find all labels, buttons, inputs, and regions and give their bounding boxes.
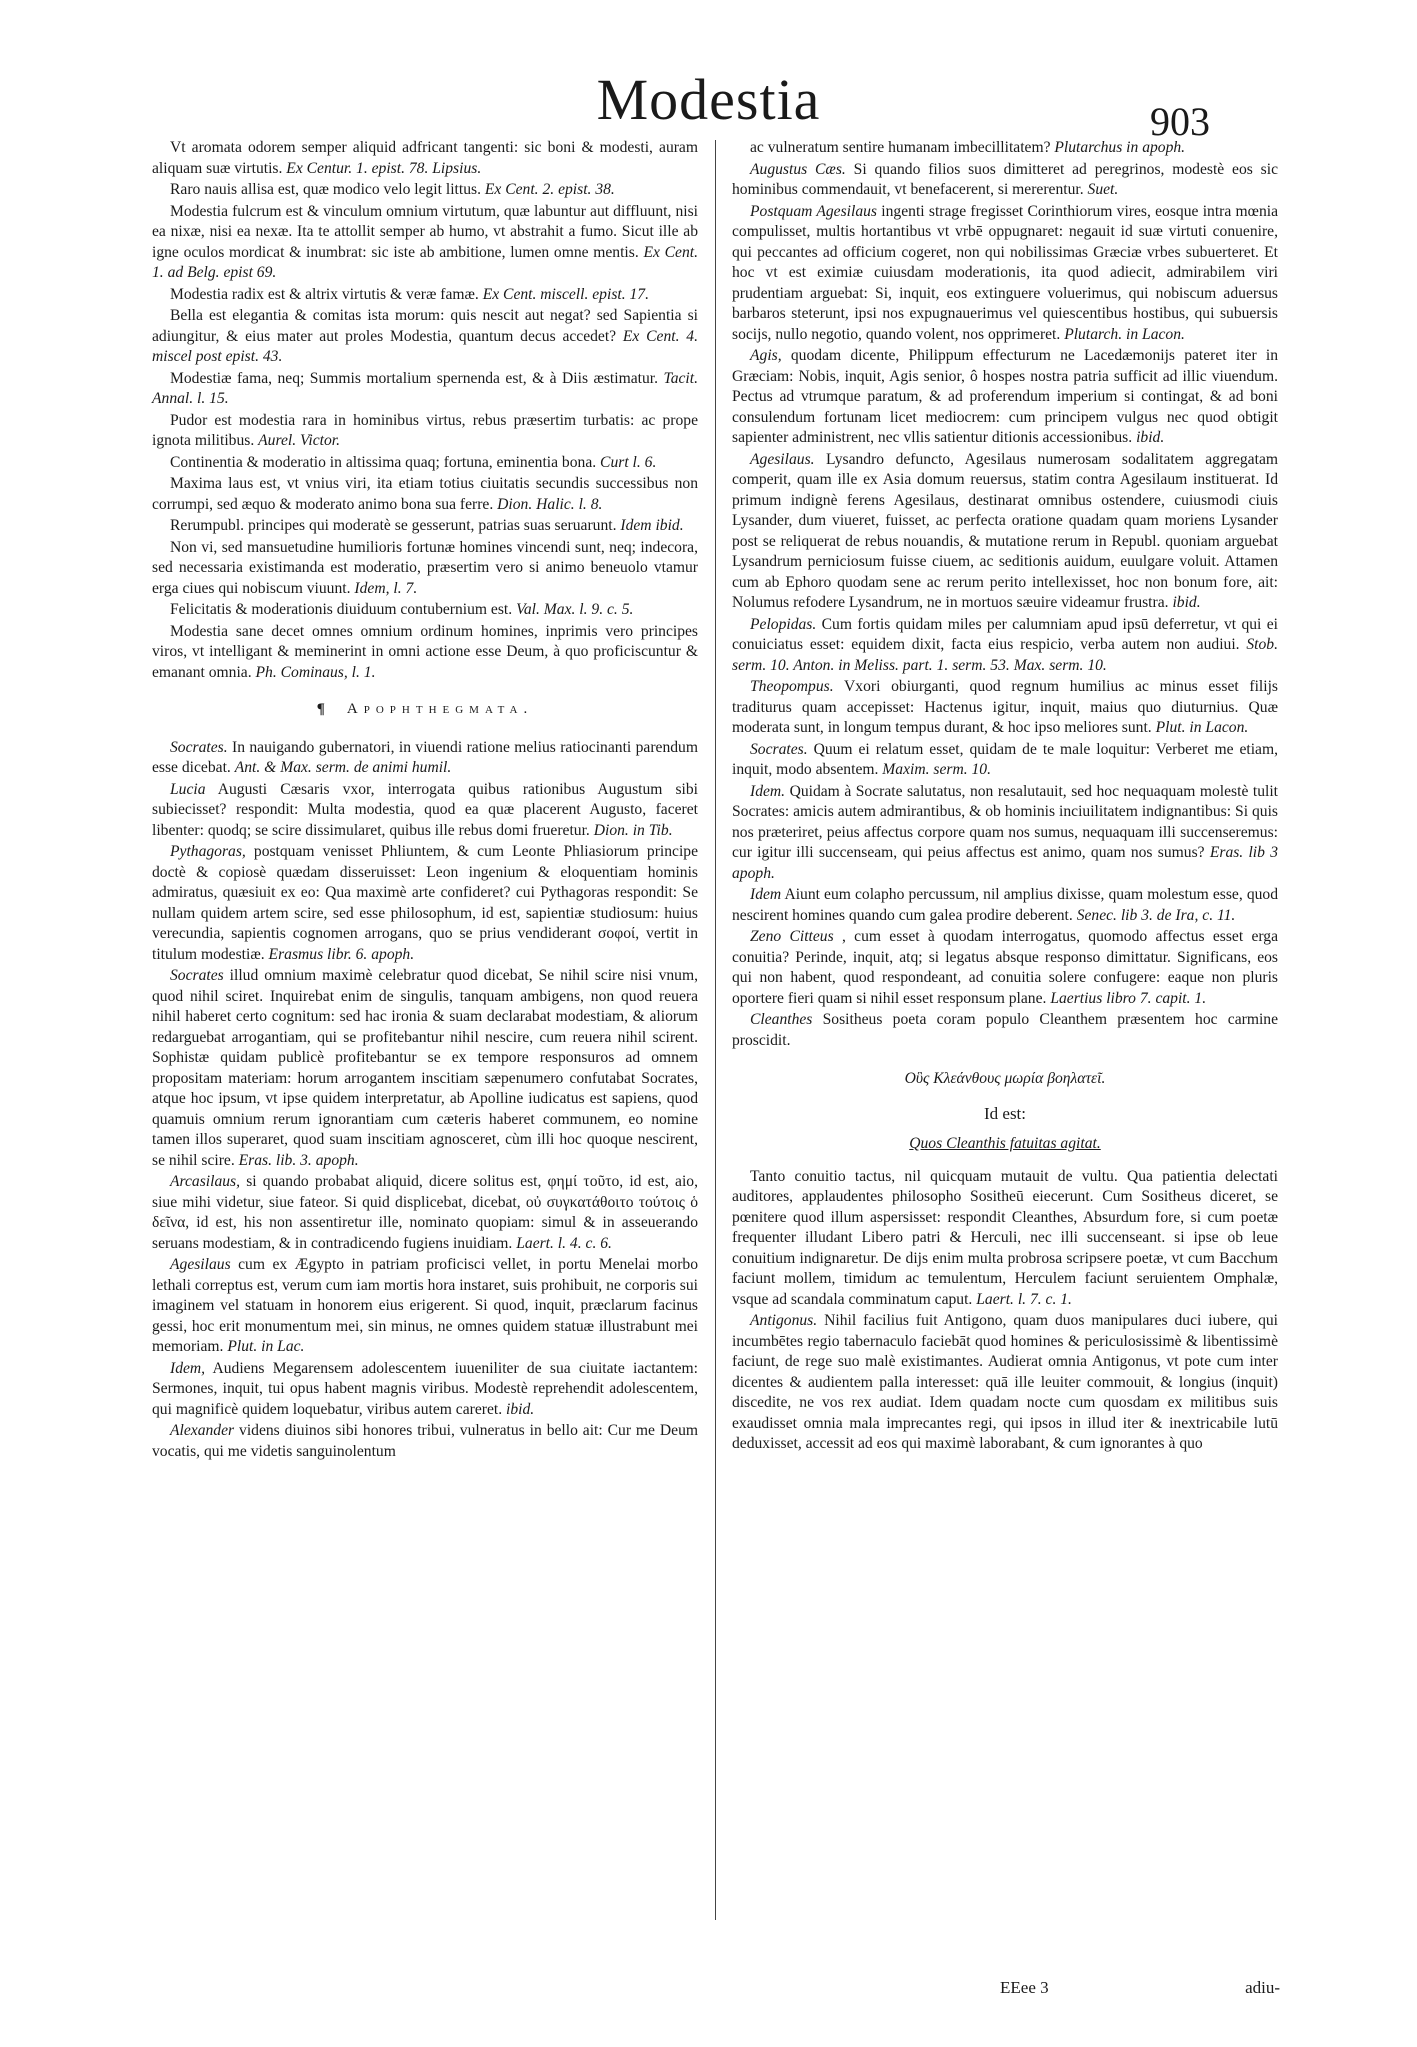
paragraph-text: ac vulneratum sentire humanam imbecillitatem? [750, 139, 1051, 156]
paragraph-lead: Alexander [170, 1422, 235, 1439]
citation: Erasmus libr. 6. apoph. [268, 945, 415, 963]
paragraph [152, 1172, 698, 1254]
paragraph [732, 346, 1278, 449]
paragraph [152, 516, 698, 537]
paragraph-lead: Socrates. [170, 738, 228, 756]
citation: Plutarchus in apoph. [1054, 139, 1186, 156]
paragraph-lead: Postquam Agesilaus [750, 202, 878, 220]
paragraph-text: Quidam à Socrate salutatus, non resalutauit, sed hoc nequaquam molestè tulit Socrates: amicis autem admirantibus, & ob hominis inciuilitatem indignantibus: Si quis nos præteriret, peius affectus corpore quam nos sumus, nequaquam illi succenseremus: cur igitur illi succenseam, qui peius affectus est animo, quam nos sumus? [732, 782, 1278, 861]
paragraph-text: Si quando filios suos dimitteret ad peregrinos, modestè eos sic hominibus commendauit, vt benefacerent, si mererentur. [732, 160, 1278, 198]
paragraph [732, 927, 1278, 1009]
paragraph-text: Audiens Megarensem adolescentem iuueniliter de sua ciuitate iactantem: Sermones, inquit, tui opus habent magnis viribus. Modestè reprehendit adolescentem, qui magnificè quidem loquebatur, viribus autem careret. [152, 1359, 698, 1418]
paragraph-text: Continentia & moderatio in altissima quaq; fortuna, eminentia bona. [170, 453, 597, 471]
paragraph-text: si quando probabat aliquid, dicere solitus est, φημί τοῦτο, id est, aio, siue mihi videtur, siue fateor. Si quid displicebat, dicebat, οὐ συγκατάθοιτο τούτοις ὁ δεῖνα, id est, his non assentiretur ille, nominato quopiam: simul & in asseuerando seruans modestiam, & in contradicendo fugiens inuidiam. [152, 1173, 698, 1252]
citation: Suet. [1087, 181, 1119, 198]
paragraph-lead: Agesilaus [170, 1256, 231, 1273]
paragraph-lead: Cleanthes [750, 1011, 813, 1028]
paragraph [732, 677, 1278, 739]
paragraph-lead: Theopompus. [750, 678, 834, 695]
paragraph [732, 1311, 1278, 1455]
paragraph-lead: Lucia [170, 780, 206, 798]
paragraph-lead: Pelopidas. [750, 615, 817, 633]
page-footer [1000, 1978, 1280, 1998]
paragraph-text: videns diuinos sibi honores tribui, vulneratus in bello ait: Cur me Deum vocatis, qui me videtis sanguinolentum [152, 1422, 698, 1460]
citation: Senec. lib 3. de Ira, c. 11. [1076, 906, 1236, 924]
citation: Aurel. Victor. [258, 432, 340, 449]
paragraph [152, 1421, 698, 1462]
paragraph [152, 138, 698, 179]
citation: Idem, l. 7. [354, 579, 418, 597]
citation: Ex Cent. miscell. epist. 17. [482, 285, 650, 303]
paragraph-text: In nauigando gubernatori, in viuendi ratione melius ratiocinanti parendum esse dicebat. [152, 738, 698, 776]
paragraph-text: Maxima laus est, vt vnius viri, ita etiam totius ciuitatis secundis successibus non corrumpi, sed æquo & moderato animo bona sua ferre. [152, 475, 698, 513]
running-title: Modestia [596, 67, 821, 132]
citation: Laertius libro 7. capit. 1. [1050, 989, 1207, 1007]
citation: Plut. in Lacon. [1155, 719, 1249, 736]
paragraph [732, 782, 1278, 885]
citation: Maxim. serm. 10. [882, 761, 992, 778]
paragraph-lead: Idem, [170, 1359, 206, 1377]
paragraph-text: Modestia sane decet omnes omnium ordinum homines, inprimis vero principes viros, vt intelligant & meminerint in omni actione esse Deum, à quo proficiscuntur & emanant omnia. [152, 622, 698, 681]
citation: Ex Cent. 1. ad Belg. epist 69. [152, 243, 699, 281]
citation: Val. Max. l. 9. c. 5. [516, 601, 634, 618]
paragraph [732, 1167, 1278, 1311]
paragraph-text: illud omnium maximè celebratur quod dicebat, Se nihil scire nisi vnum, quod nihil sciret. Inquirebat enim de singulis, tanquam ambigens, non quod reuera nihil haberet certo cognitum: sed hac ironia & suam declarabat modestiam, & aliorum redarguebat arrogantiam, qui se profitebantur nihil nescire, cum reuera nihil scirent. Sophistæ quidam publicè profitebantur se ex tempore responsuros ad omnem propositam materiam: horum arrogantem inscitiam sæpenumero confutabat Socrates, atque hoc ipsum, vt ipse quidem interpretatur, ab Apolline iudicatus est sapiens, quod quamuis omnium rerum ignorantiam cum cæteris haberet communem, eo nomine tamen illos superaret, quod suam inscitiam agnosceret, cùm illi hoc quoque nescirent, se nihil scire. [152, 967, 698, 1169]
paragraph [152, 780, 698, 842]
paragraph [152, 285, 698, 306]
citation: Laert. l. 4. c. 6. [516, 1234, 612, 1252]
paragraph-lead: Antigonus. [750, 1312, 818, 1329]
section-heading-text: Apophthegmata. [346, 701, 534, 717]
page-number: 903 [1150, 99, 1210, 144]
paragraph-lead: Idem [750, 886, 782, 903]
citation: Tacit. Annal. l. 15. [152, 369, 698, 407]
idest-label: Id est: [983, 1103, 1027, 1123]
right-column [732, 138, 1278, 1456]
paragraph [732, 885, 1278, 926]
paragraph [152, 600, 698, 621]
paragraph-text: Cum fortis quidam miles per calumniam apud ipsū deferretur, vt qui ei conuiciatus esset: equidem dixit, facta eius respicio, verba autem non audiui. [732, 615, 1278, 653]
citation: ibid. [1136, 429, 1165, 446]
paragraph-text: Modestiæ fama, neq; Summis mortalium spernenda est, & à Diis æstimatur. [170, 369, 659, 387]
paragraph [152, 738, 698, 779]
citation: Curt l. 6. [600, 453, 657, 471]
paragraph-text: Sositheus poeta coram populo Cleanthem præsentem hoc carmine proscidit. [732, 1011, 1278, 1049]
paragraph-lead: Socrates [170, 967, 224, 984]
paragraph-lead: Agesilaus. [750, 450, 815, 468]
pilcrow-mark: ¶ [316, 701, 331, 717]
paragraph [152, 474, 698, 515]
paragraph-text: Aiunt eum colapho percussum, nil amplius dixisse, quam molestum esse, quod nescirent homines quando cum galea prodire deberent. [732, 886, 1279, 924]
citation: Laert. l. 7. c. 1. [976, 1290, 1072, 1308]
paragraph-text: Non vi, sed mansuetudine humilioris fortunæ homines vincendi sunt, neq; indecora, sed necessaria existimanda est moderatio, præsertim vero si animo beneuolo vtamur erga ciues qui nobiscum viuunt. [152, 538, 698, 597]
paragraph [732, 1010, 1278, 1051]
paragraph-text: , cum esset à quodam interrogatus, quomodo affectus esset erga conuitia? Perinde, inquit, atq; si legatus absque responso dimittatur. Significans, eos qui non habent, quod respondeant, ad conuitia solere confugere: eaque non pluris oportere fieri quam si nihil esset responsum plane. [732, 928, 1278, 1007]
paragraph [152, 202, 698, 284]
citation: Ant. & Max. serm. de animi humil. [234, 759, 452, 776]
paragraph-text: Augusti Cæsaris vxor, interrogata quibus rationibus Augustum sibi subiecisset? respondit: Multa modestia, quod ea quæ placerent Augusto, faceret libenter: quodq; se scire dissimularet, quibus ille rebus domi frueretur. [152, 780, 698, 839]
citation: Ex Cent. 4. miscel post epist. 43. [152, 327, 698, 365]
citation: Dion. in Tib. [593, 821, 673, 839]
paragraph [732, 202, 1278, 346]
paragraph-text: Bella est elegantia & comitas ista morum: quis nescit aut negat? sed Sapientia si adiungitur, & eius mater aut proles Modestia, quantum decus accedet? [152, 307, 698, 345]
citation: Ph. Cominaus, l. 1. [255, 663, 376, 681]
paragraph-text: Modestia radix est & altrix virtutis & veræ famæ. [170, 285, 479, 303]
paragraph-lead: Agis, [750, 347, 782, 364]
greek-verse: Οὓς Κλεάνθους μωρία βοηλατεῖ. [904, 1070, 1106, 1087]
citation: Ex Centur. 1. epist. 78. Lipsius. [286, 159, 482, 177]
citation: Eras. lib. 3. apoph. [238, 1151, 359, 1169]
paragraph-text: Vxori obiurganti, quod regnum humilius ac minus esset filijs traditurus quam accepisset: Hactenus igitur, inquit, maius quo diuturnius. Quæ moderata sunt, in longum tempus durant, & hoc ipso meliores sunt. [732, 678, 1278, 736]
paragraph-text: Rerumpubl. principes qui moderatè se gesserunt, patrias suas seruarunt. [170, 517, 617, 534]
paragraph-text: Vt aromata odorem semper aliquid adfricant tangenti: sic boni & modesti, auram aliquam suæ virtutis. [152, 139, 698, 177]
citation: Plutarch. in Lacon. [1064, 325, 1185, 343]
paragraph-text: ingenti strage fregisset Corinthiorum vires, eosque intra mœnia compulisset, multis hortantibus vt vrbē oppugnaret: negauit id suæ virtuti conuenire, qui peccantes ad officium cogeret, non qui nobilissimas Græciæ vrbes subuerteret. Et hoc vt est eximiæ cuiusdam moderationis, ita quod adiecit, admirabilem viri prudentiam arguebat: Si, inquit, eos extinguere voluerimus, qui nobiscum aduersus barbaros steterunt, ipsi nos expugnauerimus vel quiescentibus hostibus, qui subuersis socijs, nullo negotio, quando volent, nos opprimeret. [732, 202, 1278, 343]
paragraph-lead: Zeno Citteus [750, 928, 834, 945]
citation: Stob. serm. 10. Anton. in Meliss. part. 1. serm. 53. Max. serm. 10. [732, 636, 1278, 674]
paragraph [152, 842, 698, 965]
citation: Idem ibid. [620, 517, 684, 534]
paragraph [732, 615, 1278, 677]
latin-verse: Quos Cleanthis fatuitas agitat. [909, 1135, 1101, 1152]
paragraph-text: Lysandro defuncto, Agesilaus numerosam sodalitatem aggregatam comperit, quam ille ex Asia domum reuersus, statim contra Agesilaum instituerat. Id primum indignè ferens Agesilaus, destinarat omnibus ostendere, cuiusmodi ciuis Lysander, dum viueret, fuisset, ac perfecta oratione quadam quam moriens Lysander post se reliquerat de rebus nouandis, & mutatione rerum in Republ. quoniam arguebat Lysandrum perniciosum fuisse ciuem, ac seditionis auidum, euulgare voluit. Attamen cum ab Ephoro quodam sene ac rerum perito intellexisset, hoc non bonum fore, ait: Nolumus refodere Lysandrum, ne in mortuos sæuire videamur frustra. [732, 450, 1278, 611]
paragraph [732, 160, 1278, 201]
paragraph-text: Felicitatis & moderationis diuiduum contubernium est. [170, 601, 513, 618]
paragraph [732, 450, 1278, 614]
paragraph-text: quodam dicente, Philippum effecturum ne Lacedæmonijs pateret iter in Græciam: Nobis, inquit, Agis senior, ô hospes nostra patria sufficit ad illic viuendum. Pectus ad vtrumque paratum, & ad proferendum imperium si contingat, & ad boni consulendum fortunam licet mediocrem: cum principem vulgus nec quod obtigit sapienter administrent, nec vllis satientur ditionis accessionibus. [732, 347, 1279, 446]
paragraph-text: Quum ei relatum esset, quidam de te male loquitur: Verberet me etiam, inquit, modo absentem. [732, 740, 1278, 778]
left-column [152, 138, 698, 1463]
column-divider [715, 140, 716, 1920]
signature-mark: EEee 3 [1000, 1978, 1049, 1997]
paragraph [152, 622, 698, 684]
paragraph-lead: Arcasilaus, [170, 1173, 241, 1190]
paragraph [152, 1359, 698, 1421]
paragraph [152, 180, 698, 201]
paragraph-text: Raro nauis allisa est, quæ modico velo legit littus. [170, 181, 481, 198]
citation: ibid. [1172, 594, 1201, 611]
paragraph-text: postquam venisset Phliuntem, & cum Leonte Phliasiorum principe doctè & copiosè quædam disseruisset: Leon ingenium & eloquentiam hominis admiratus, quæsiuit ex eo: Qua maximè arte confideret? cui Pythagoras respondit: Se nullam quidem artem scire, sed esse philosophum, id est, sapientiæ studiosum: huius verecundia, sapientis cognomen arrogans, quo se prius vendiderant σοφοί, vertit in titulum modestiæ. [152, 843, 698, 963]
citation: ibid. [506, 1400, 535, 1418]
citation: Dion. Halic. l. 8. [497, 495, 603, 513]
paragraph [152, 538, 698, 600]
paragraph-lead: Pythagoras, [170, 843, 246, 860]
paragraph [152, 966, 698, 1171]
paragraph-text: Nihil facilius fuit Antigono, quam duos manipulares duci iubere, qui incumbētes regio tabernaculo faciebāt quod homines & periculosissimè & libentissimè faciunt, de rege suo malè existimantes. Audierat omnia Antigonus, vt pote cum inter dicentes & audientem palla interesset: quā ille leuiter commouit, & longius (inquit) discedite, ne vos rex audiat. Idem quadam nocte cum quosdam ex militibus suis exaudisset omnia mala imprecantes regi, qui ipsos in illud iter & inextricabile lutū deduxisset, accessit ad eos qui maximè laborabant, & cum ignorantes à quo [732, 1312, 1278, 1452]
paragraph [152, 369, 698, 410]
paragraph [152, 411, 698, 452]
paragraph [732, 138, 1278, 159]
citation: Plut. in Lac. [227, 1338, 305, 1355]
catchword: adiu- [1245, 1978, 1280, 1997]
paragraph-text: Pudor est modestia rara in hominibus virtus, rebus præsertim turbatis: ac prope ignota militibus. [152, 411, 698, 449]
paragraph-text: cum ex Ægypto in patriam proficisci vellet, in portu Menelai morbo lethali correptus est, verum cum iam mortis hora instaret, suis prohibuit, ne corporis sui imaginem vel statuam in honorem eius erigerent. Si quod, inquit, præclarum facinus gessi, hoc erit monumentum mei, sin minus, ne omnes quidem statuæ illustrabunt mei memoriam. [152, 1256, 698, 1355]
citation: Ex Cent. 2. epist. 38. [484, 181, 615, 198]
paragraph [152, 1255, 698, 1358]
paragraph-lead: Socrates. [750, 740, 808, 758]
paragraph-lead: Idem. [750, 782, 786, 800]
citation: Eras. lib 3 apoph. [732, 844, 1279, 882]
paragraph-text: Tanto conuitio tactus, nil quicquam mutauit de vultu. Qua patientia delectati auditores, applaudentes philosopho Sositheū eiecerunt. Cum Sositheus diceret, se pœnitere quod illum aspersisset: respondit Cleanthes, Absurdum fore, si cum poetæ frequenter illudant Libero patri & Herculi, nec illi succenseant. si ipse ob leue conuitium indignaretur. De dijs enim multa probrosa scripsere poetæ, vt cum Bacchum faciunt mollem, timidum ac temulentum, Herculem faciunt seruientem Omphalæ, vsque ad scandala comminatum caput. [732, 1167, 1278, 1308]
section-heading [152, 699, 698, 720]
paragraph [152, 306, 698, 368]
paragraph-text: Modestia fulcrum est & vinculum omnium virtutum, quæ labuntur aut diffluunt, nisi ea nixæ, nisi ea nexæ. Ita te attollit semper ab humo, vt abstrahit a fumo. Sicut ille ab igne oculos mordicat & inumbrat: sic iste ab ambitione, lumen omne mentis. [152, 202, 698, 261]
paragraph-lead: Augustus Cæs. [750, 160, 846, 178]
paragraph [152, 453, 698, 474]
paragraph [732, 740, 1278, 781]
